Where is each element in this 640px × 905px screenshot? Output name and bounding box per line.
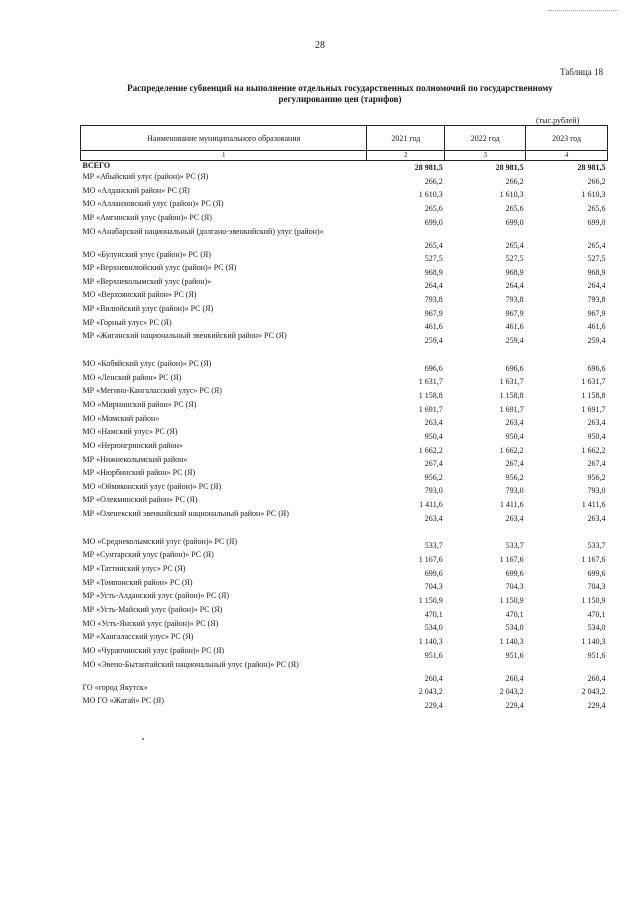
table-row: [81, 683, 608, 697]
value-2023: 699,0: [587, 217, 606, 227]
table-row: [81, 290, 608, 304]
municipality-name: МР «Сунтарский улус (район)» РС (Я): [82, 550, 214, 560]
total-label: ВСЕГО: [81, 161, 367, 173]
value-2021: 950,4: [424, 431, 443, 441]
value-2021: 793,0: [424, 486, 443, 496]
value-2023: 461,6: [587, 322, 606, 332]
municipality-name: МР «Амгинский улус (район)» РС (Я): [82, 212, 212, 222]
table-row: [81, 263, 608, 277]
value-2022: 956,2: [505, 472, 524, 482]
table-row: [81, 578, 608, 592]
table-row: [81, 172, 608, 186]
municipality-name: МО «Момский район»: [82, 413, 160, 423]
value-2023: 1 631,7: [581, 377, 606, 387]
value-2022: 260,4: [505, 673, 524, 683]
value-2023: 704,3: [587, 582, 606, 592]
table-row: [81, 400, 608, 414]
table-row: [81, 199, 608, 213]
value-2023: 1 140,3: [581, 636, 606, 646]
value-2021: 266,2: [424, 176, 443, 186]
value-2021: 265,6: [424, 203, 443, 213]
value-2021: 951,6: [424, 650, 443, 660]
municipality-name: МО «Аллаиховский улус (район)» РС (Я): [82, 199, 224, 209]
value-2022: 793,0: [505, 486, 524, 496]
municipality-name: МР «Абыйский улус (район)» РС (Я): [82, 172, 209, 181]
subsidy-table: [80, 125, 608, 710]
value-2023: 267,4: [587, 459, 606, 469]
document-title: [110, 83, 570, 105]
value-2023: 260,4: [587, 673, 606, 683]
spacer-cell: [526, 345, 608, 359]
municipality-name: МР «Нюрбинский район» РС (Я): [82, 468, 196, 478]
value-2022: 2 043,2: [499, 687, 524, 697]
value-2023: 696,6: [587, 363, 606, 373]
value-2021: 1 662,2: [418, 445, 443, 455]
spacer-cell: [81, 345, 367, 359]
value-2022: 267,4: [505, 459, 524, 469]
value-2021: 1 411,6: [419, 500, 443, 510]
municipality-name: МО «Эвено-Бытантайский национальный улус (район)» РС (Я): [82, 659, 299, 669]
value-2021: 527,5: [424, 254, 443, 264]
value-2023: 533,7: [587, 541, 606, 551]
value-2023: 968,9: [587, 267, 606, 277]
municipality-name: МР «Томпонский район» РС (Я): [82, 577, 193, 587]
value-2021: 1 167,6: [418, 555, 443, 565]
value-2021: 470,1: [424, 609, 443, 619]
value-2022: 699,0: [505, 217, 524, 227]
value-2023: 1 610,3: [581, 190, 606, 200]
value-2022: 533,7: [505, 541, 524, 551]
value-2023: 950,4: [587, 431, 606, 441]
municipality-name: МО ГО «Жатай» РС (Я): [82, 696, 164, 706]
value-2023: 793,8: [587, 295, 606, 305]
municipality-name: МР «Горный улус» РС (Я): [82, 317, 172, 327]
value-2023: 699,6: [587, 568, 606, 578]
municipality-name: МО «Ленский район» РС (Я): [82, 372, 182, 382]
municipality-name: МР «Верхневилюйский улус (район)» РС (Я): [82, 263, 237, 273]
column-number: 2: [367, 151, 445, 161]
spacer-cell: [367, 523, 445, 537]
spacer-cell: [526, 523, 608, 537]
value-2023: 265,6: [587, 203, 606, 213]
value-2023: 1 150,9: [581, 595, 606, 605]
column-number: 3: [445, 151, 526, 161]
table-row: [81, 537, 608, 551]
table-row: [81, 250, 608, 264]
municipality-name: МО «Булунский улус (район)» РС (Я): [82, 249, 211, 259]
value-2023: 527,5: [587, 254, 606, 264]
value-2023: 1 411,6: [581, 500, 606, 510]
value-2021: 1 691,7: [418, 404, 443, 414]
column-number-row: [81, 151, 608, 161]
value-2021: 1 150,9: [418, 595, 443, 605]
value-2021: 2 043,2: [418, 687, 443, 697]
value-2023: 967,9: [587, 308, 606, 318]
table-row: [81, 550, 608, 564]
value-2021: 1 158,8: [418, 390, 443, 400]
value-2021: 793,8: [424, 295, 443, 305]
value-2023: 470,1: [587, 609, 606, 619]
value-2023: 264,4: [587, 281, 606, 291]
value-2022: 704,3: [505, 582, 524, 592]
table-row: [81, 414, 608, 428]
municipality-name: МО «Нерюнгринский район»: [82, 440, 183, 450]
municipality-name: МО «Оймяконский улус (район)» РС (Я): [82, 481, 222, 491]
total-row: [81, 161, 608, 173]
value-2023: 956,2: [587, 472, 606, 482]
value-2022: 470,1: [505, 609, 524, 619]
table-row: [81, 277, 608, 291]
value-2021: 260,4: [424, 673, 443, 683]
value-2021: 461,6: [424, 322, 443, 332]
value-2023: 1 691,7: [581, 404, 606, 414]
value-2021: 533,7: [424, 541, 443, 551]
value-2021: 699,6: [424, 568, 443, 578]
header-2023: 2023 год: [526, 126, 608, 151]
value-2022: 951,6: [505, 650, 524, 660]
value-2021: 263,4: [424, 513, 443, 523]
table-row: [81, 331, 608, 345]
value-2021: 704,3: [424, 582, 443, 592]
value-2023: 2 043,2: [581, 687, 606, 697]
value-2022: 1 158,8: [499, 390, 524, 400]
municipality-name: МО «Среднеколымский улус (район)» РС (Я): [82, 536, 238, 546]
spacer-cell: [445, 345, 526, 359]
municipality-name: МО «Верхоянский район» РС (Я): [82, 290, 197, 300]
column-number: 1: [81, 151, 367, 161]
table-row: [81, 591, 608, 605]
table-row: [81, 441, 608, 455]
municipality-name: МР «Вилюйский улус (район)» РС (Я): [82, 304, 214, 314]
table-row: [81, 386, 608, 400]
value-2021: 229,4: [424, 700, 443, 710]
municipality-name: МР «Жиганский национальный эвенкийский район» РС (Я): [82, 331, 287, 341]
value-2023: 266,2: [587, 176, 606, 186]
table-row: [81, 646, 608, 660]
municipality-name: МО «Намский улус» РС (Я): [82, 427, 178, 437]
municipality-name: МР «Олекминский район» РС (Я): [82, 495, 198, 505]
value-2021: 1 610,3: [418, 190, 443, 200]
spacer-row: [81, 345, 608, 359]
municipality-name: МР «Мегино-Кангаласский улус» РС (Я): [82, 386, 222, 396]
value-2021: 699,0: [424, 217, 443, 227]
value-2022: 259,4: [505, 336, 524, 346]
municipality-name: МО «Мирнинский район» РС (Я): [82, 399, 197, 409]
page-number: 28: [315, 40, 325, 51]
value-2022: 461,6: [505, 322, 524, 332]
value-2021: 267,4: [424, 459, 443, 469]
municipality-name: МР «Оленекский эвенкийский национальный район» РС (Я): [82, 509, 289, 519]
value-2021: 259,4: [424, 336, 443, 346]
value-2022: 696,6: [505, 363, 524, 373]
value-2021: 1 140,3: [418, 636, 443, 646]
value-2022: 266,2: [505, 176, 524, 186]
total-2022: 28 981,5: [445, 161, 526, 173]
table-row: [81, 468, 608, 482]
municipality-name: МР «Усть-Майский улус (район)» РС (Я): [82, 604, 223, 614]
value-2023: 534,0: [587, 623, 606, 633]
column-number: 4: [526, 151, 608, 161]
table-row: [81, 660, 608, 683]
value-2022: 263,4: [505, 418, 524, 428]
value-2022: 1 691,7: [499, 404, 524, 414]
value-2022: 229,4: [505, 700, 524, 710]
value-2022: 699,6: [505, 568, 524, 578]
scan-artifact: [548, 10, 618, 17]
spacer-cell: [445, 523, 526, 537]
value-2021: 967,9: [424, 308, 443, 318]
value-2023: 1 662,2: [581, 445, 606, 455]
value-2022: 793,8: [505, 295, 524, 305]
municipality-name: МР «Нижнеколымский район»: [82, 454, 188, 464]
header-name: Наименование муниципального образования: [81, 126, 367, 151]
value-2023: 265,4: [587, 240, 606, 250]
value-2022: 265,4: [505, 240, 524, 250]
municipality-name: МР «Таттинский улус» РС (Я): [82, 564, 186, 574]
total-2021: 28 981,5: [367, 161, 445, 173]
header-row: [81, 126, 608, 151]
value-2021: 696,6: [424, 363, 443, 373]
table-row: [81, 619, 608, 633]
value-2023: 951,6: [587, 650, 606, 660]
table-row: [81, 605, 608, 619]
value-2022: 950,4: [505, 431, 524, 441]
table-row: [81, 304, 608, 318]
value-2022: 1 411,6: [499, 500, 524, 510]
value-2022: 1 631,7: [499, 377, 524, 387]
table-row: [81, 482, 608, 496]
value-2021: 263,4: [424, 418, 443, 428]
table-row: [81, 427, 608, 441]
table-row: [81, 632, 608, 646]
table-row: [81, 186, 608, 200]
value-2021: 1 631,7: [418, 377, 443, 387]
value-2021: 265,4: [424, 240, 443, 250]
table-row: [81, 509, 608, 523]
value-2023: 229,4: [587, 700, 606, 710]
table-row: [81, 373, 608, 387]
title-line-1: Распределение субвенций на выполнение отдельных государственных полномочий по государственному: [127, 83, 553, 93]
header-2022: 2022 год: [445, 126, 526, 151]
value-2021: 264,4: [424, 281, 443, 291]
municipality-name: МР «Хангаласский улус» РС (Я): [82, 632, 194, 642]
value-2022: 967,9: [505, 308, 524, 318]
municipality-name: МО «Усть-Янский улус (район)» РС (Я): [82, 618, 219, 628]
value-2023: 259,4: [587, 336, 606, 346]
value-2022: 1 140,3: [499, 636, 524, 646]
municipality-name: ГО «город Якутск»: [82, 682, 148, 692]
municipality-name: МО «Алданский район» РС (Я): [82, 185, 190, 195]
scan-mark: [142, 738, 144, 740]
value-2022: 527,5: [505, 254, 524, 264]
table-row: [81, 318, 608, 332]
value-2022: 1 167,6: [499, 555, 524, 565]
value-2021: 534,0: [424, 623, 443, 633]
municipality-name: МО «Анабарский национальный (долгано-эвенкийский) улус (район)»: [82, 226, 324, 236]
table-row: [81, 455, 608, 469]
table-row: [81, 696, 608, 710]
units-label: (тыс.рублей): [536, 116, 580, 125]
title-line-2: регулированию цен (тарифов): [278, 94, 402, 104]
value-2022: 534,0: [505, 623, 524, 633]
municipality-name: МО «Кобяйский улус (район)» РС (Я): [82, 359, 212, 369]
table-row: [81, 495, 608, 509]
value-2021: 968,9: [424, 267, 443, 277]
value-2023: 1 167,6: [581, 555, 606, 565]
value-2022: 1 150,9: [499, 595, 524, 605]
table-row: [81, 564, 608, 578]
value-2022: 968,9: [505, 267, 524, 277]
value-2023: 1 158,8: [581, 390, 606, 400]
value-2022: 263,4: [505, 513, 524, 523]
value-2022: 264,4: [505, 281, 524, 291]
value-2023: 263,4: [587, 418, 606, 428]
header-2021: 2021 год: [367, 126, 445, 151]
table-label: Таблица 18: [560, 67, 603, 77]
spacer-cell: [81, 523, 367, 537]
value-2022: 1 610,3: [499, 190, 524, 200]
table-row: [81, 213, 608, 227]
value-2022: 265,6: [505, 203, 524, 213]
value-2023: 793,0: [587, 486, 606, 496]
table-row: [81, 227, 608, 250]
value-2023: 263,4: [587, 513, 606, 523]
municipality-name: МО «Чурапчинский улус (район)» РС (Я): [82, 645, 225, 655]
municipality-name: МР «Верхнеколымский улус (район)»: [82, 276, 212, 286]
table-row: [81, 359, 608, 373]
spacer-cell: [367, 345, 445, 359]
value-2022: 1 662,2: [499, 445, 524, 455]
total-2023: 28 981,5: [526, 161, 608, 173]
value-2021: 956,2: [424, 472, 443, 482]
spacer-row: [81, 523, 608, 537]
municipality-name: МР «Усть-Алданский улус (район)» РС (Я): [82, 591, 229, 601]
